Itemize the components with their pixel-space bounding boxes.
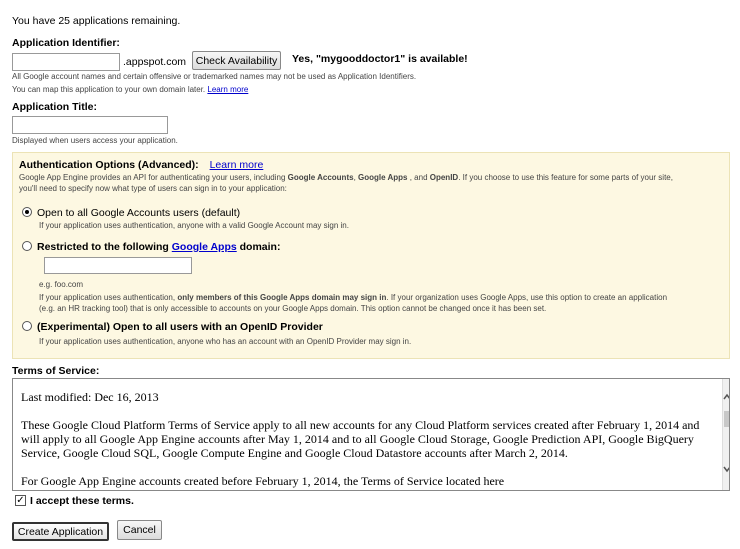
option-google-apps-note-line1 bbox=[39, 293, 667, 302]
auth-desc-text: . If you choose to use this feature for some parts of your site, bbox=[458, 173, 673, 182]
auth-desc-openid: OpenID bbox=[429, 173, 459, 182]
option-google-apps-label bbox=[37, 241, 280, 253]
check-availability-button[interactable]: Check Availability bbox=[192, 51, 281, 70]
auth-description-line2: you'll need to specify now what type of users can sign in to your application: bbox=[19, 184, 287, 193]
option-google-apps-radio[interactable] bbox=[22, 241, 32, 251]
option-google-apps-note-text: If your application uses authentication, bbox=[39, 293, 178, 302]
availability-status: Yes, "mygooddoctor1" is available! bbox=[292, 53, 468, 65]
auth-heading: Authentication Options (Advanced): bbox=[19, 159, 199, 171]
create-application-button[interactable]: Create Application bbox=[12, 522, 109, 541]
tos-scrollbar[interactable] bbox=[722, 379, 730, 490]
accept-terms-checkbox[interactable]: ✓ bbox=[16, 495, 25, 506]
cancel-button[interactable]: Cancel bbox=[117, 520, 162, 540]
tos-textarea[interactable] bbox=[12, 378, 730, 491]
option-google-apps-note-line2: (e.g. an HR tracking tool) that is only accessible to accounts on your Google Apps domain. This option cannot be changed once it has been set. bbox=[39, 304, 547, 313]
tos-paragraph-1-line-3: Service, Google Cloud SQL, Google Compute Engine and Google Cloud Datastore accounts after March 2, 2014. bbox=[21, 446, 568, 460]
remaining-count-text: You have 25 applications remaining. bbox=[12, 15, 181, 27]
auth-learn-more-link[interactable]: Learn more bbox=[209, 159, 264, 171]
option-google-apps-text: Restricted to the following bbox=[37, 241, 172, 253]
google-apps-link[interactable]: Google Apps bbox=[171, 241, 237, 253]
tos-last-modified: Last modified: Dec 16, 2013 bbox=[21, 390, 159, 404]
domain-example: e.g. foo.com bbox=[39, 280, 84, 289]
app-title-input[interactable] bbox=[12, 116, 168, 134]
app-id-learn-more-link[interactable]: Learn more bbox=[207, 85, 249, 94]
tos-scrollbar-thumb[interactable] bbox=[724, 411, 730, 427]
tos-paragraph-2-line-1: For Google App Engine accounts created before February 1, 2014, the Terms of Service located here bbox=[21, 474, 505, 488]
tos-label: Terms of Service: bbox=[12, 365, 100, 377]
option-google-accounts-label: Open to all Google Accounts users (default) bbox=[37, 207, 241, 219]
app-title-note: Displayed when users access your application. bbox=[12, 136, 178, 145]
app-id-label: Application Identifier: bbox=[12, 37, 120, 49]
auth-desc-text: , and bbox=[407, 173, 430, 182]
app-title-label: Application Title: bbox=[12, 101, 97, 113]
option-google-apps-text: domain: bbox=[236, 241, 281, 253]
option-openid-label: (Experimental) Open to all users with an OpenID Provider bbox=[37, 321, 323, 333]
auth-desc-text: , bbox=[353, 173, 359, 182]
app-id-input[interactable] bbox=[12, 53, 120, 71]
tos-paragraph-1-line-2: will apply to all Google App Engine accounts after May 1, 2014 and to all Google Cloud Storage, Google Prediction API, Google BigQuery bbox=[21, 432, 694, 446]
auth-desc-google-accounts: Google Accounts bbox=[287, 173, 354, 182]
option-openid-note: If your application uses authentication, anyone who has an account with an OpenID Provider may sign in. bbox=[39, 337, 412, 346]
accept-terms-label: I accept these terms. bbox=[30, 495, 134, 507]
app-id-note: All Google account names and certain offensive or trademarked names may not be used as Application Identifiers. bbox=[12, 72, 417, 81]
down-chevron-icon[interactable] bbox=[723, 465, 730, 473]
appspot-suffix: .appspot.com bbox=[123, 56, 187, 68]
auth-desc-text: Google App Engine provides an API for authenticating your users, including bbox=[19, 173, 288, 182]
tos-paragraph-1-line-1: These Google Cloud Platform Terms of Service apply to all new accounts for any Cloud Platform services created after February 1, 2014 and bbox=[21, 418, 700, 432]
auth-description-line1 bbox=[19, 173, 673, 182]
google-apps-domain-input[interactable] bbox=[44, 257, 192, 274]
auth-options-panel bbox=[12, 152, 730, 359]
option-google-accounts-radio[interactable] bbox=[22, 207, 32, 217]
app-id-domain-note bbox=[12, 85, 248, 94]
auth-desc-google-apps: Google Apps bbox=[358, 173, 408, 182]
option-google-apps-note-text: . If your organization uses Google Apps, use this option to create an application bbox=[386, 293, 668, 302]
up-chevron-icon[interactable] bbox=[723, 393, 730, 401]
option-google-accounts-note: If your application uses authentication, anyone with a valid Google Account may sign in. bbox=[39, 221, 349, 230]
option-google-apps-note-bold: only members of this Google Apps domain may sign in bbox=[177, 293, 387, 302]
auth-heading-row bbox=[19, 159, 263, 171]
option-openid-radio[interactable] bbox=[22, 321, 32, 331]
domain-note-text: You can map this application to your own domain later. bbox=[12, 85, 206, 94]
